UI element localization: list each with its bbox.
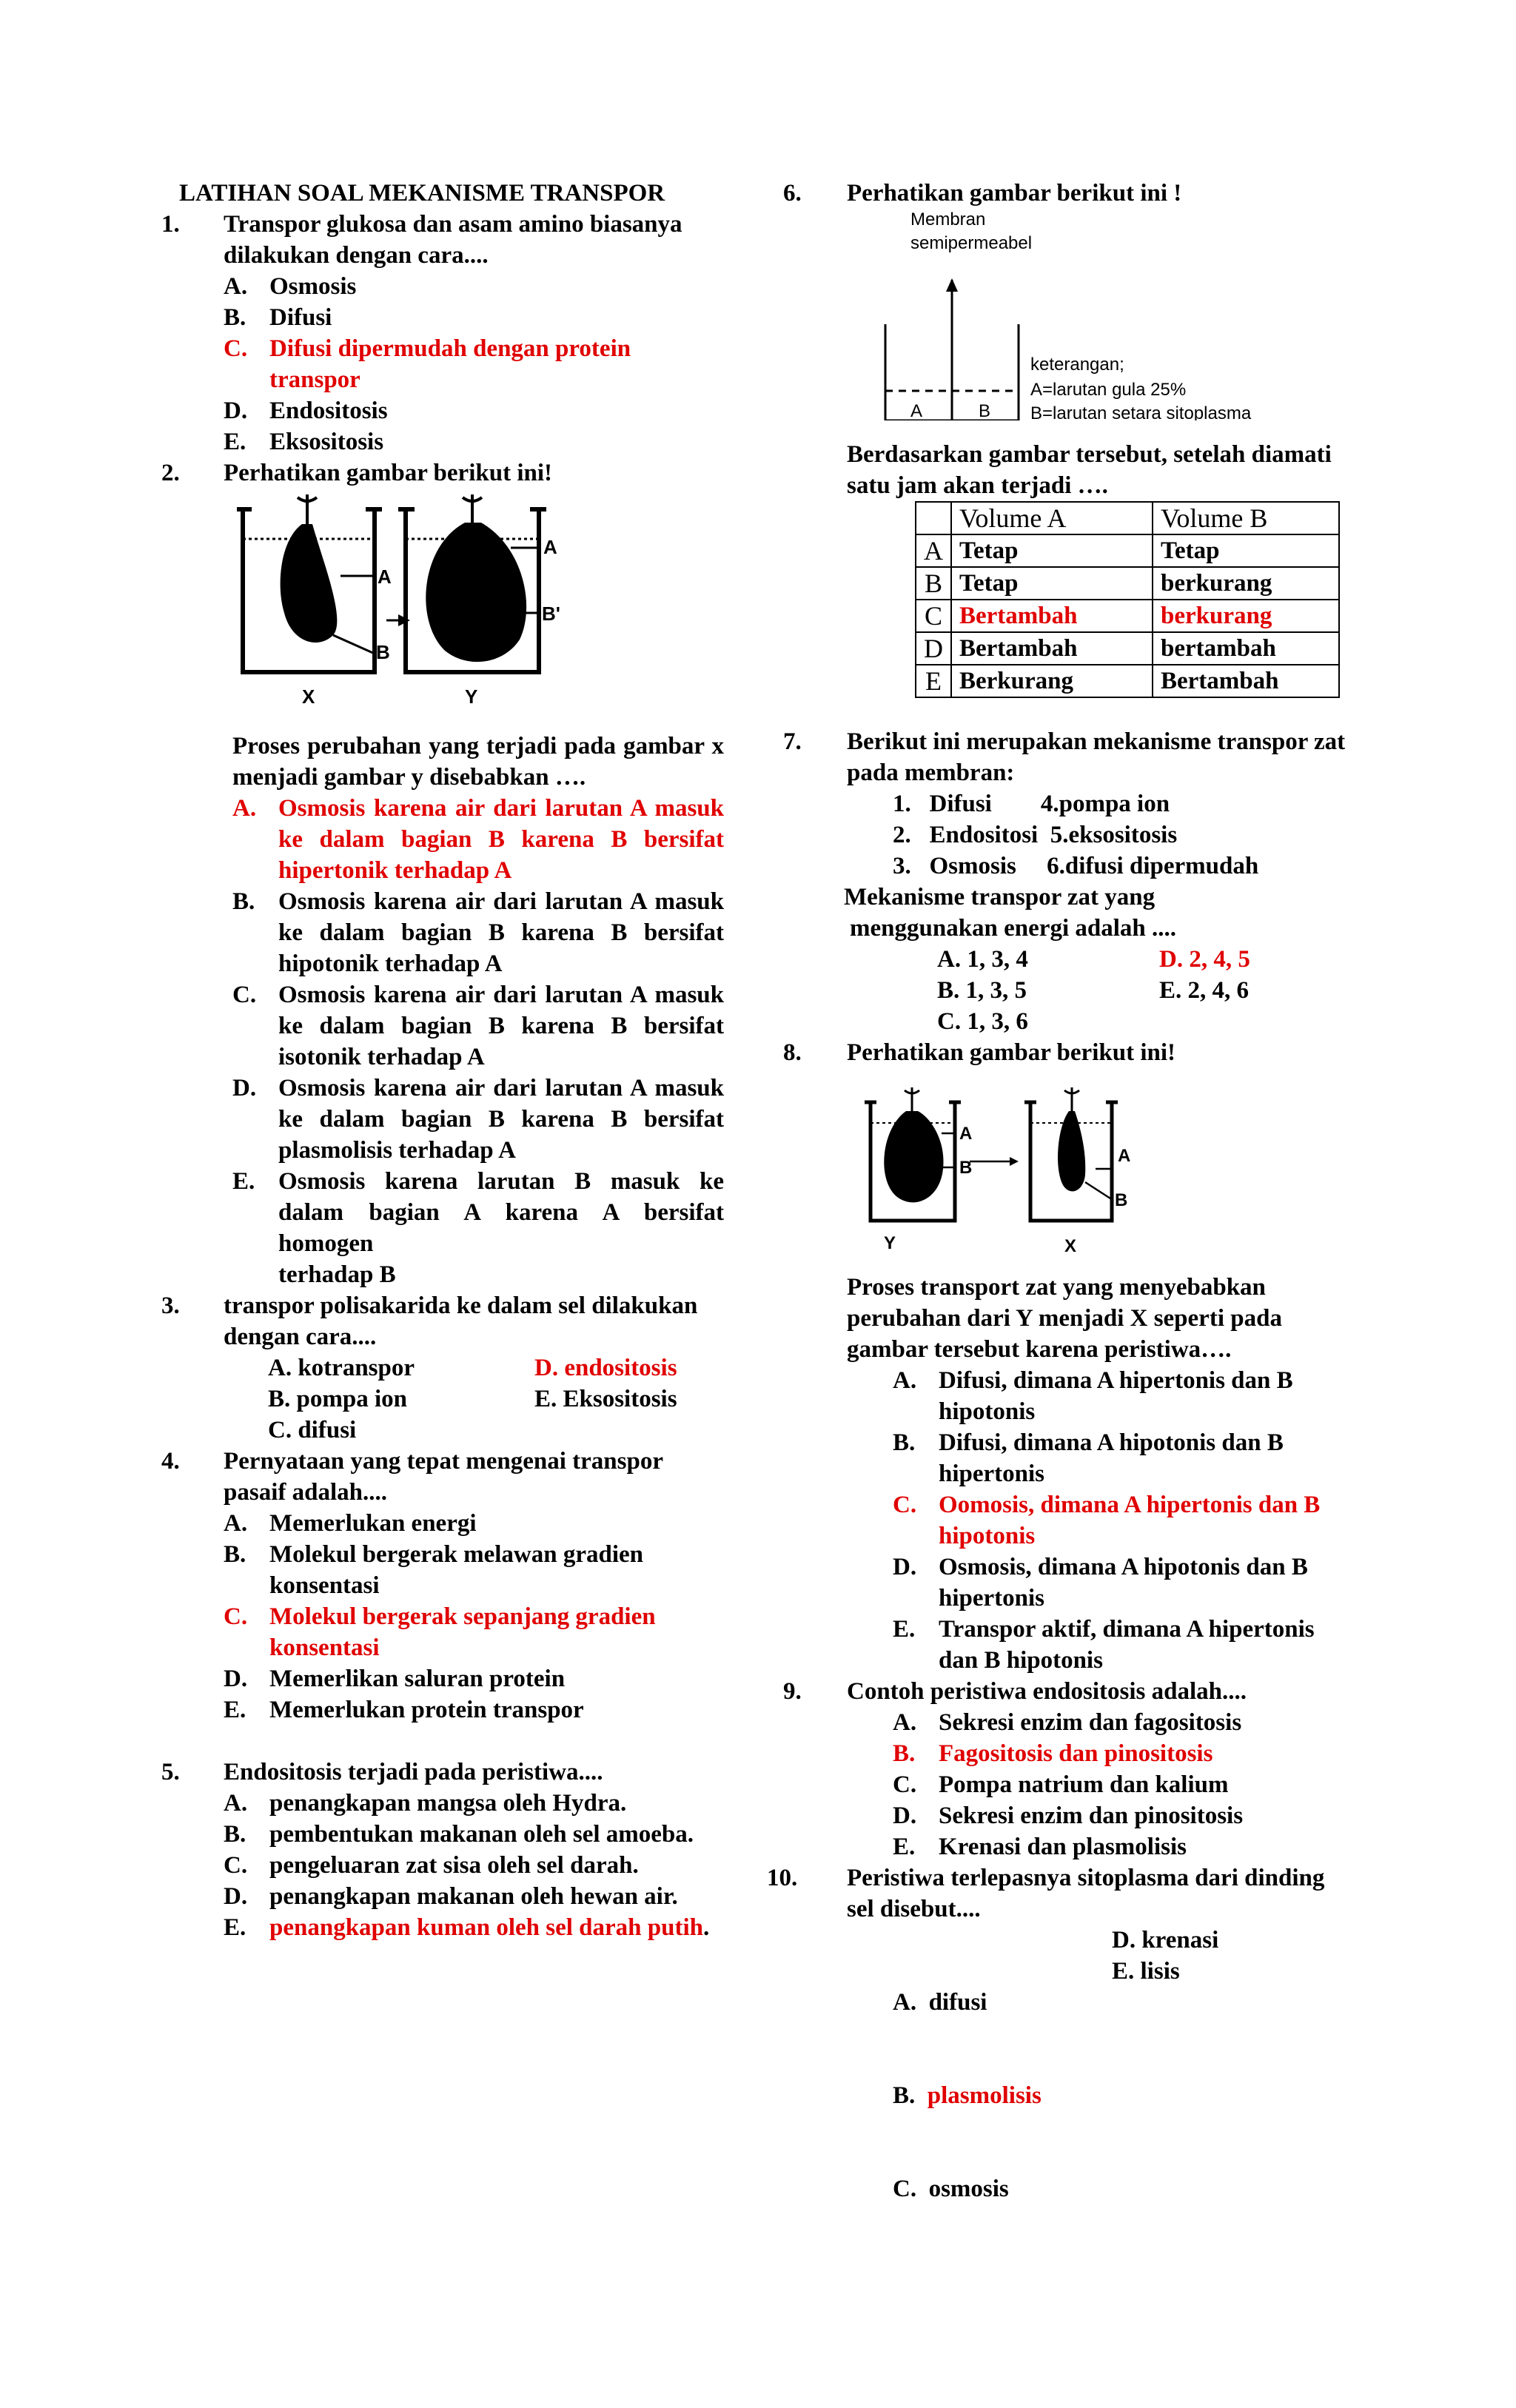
question-1 [161,209,724,271]
option-8e[interactable]: E. Transpor aktif, dimana A hipertonis dan B hipotonis [893,1616,1315,1674]
page-title: LATIHAN SOAL MEKANISME TRANSPOR [179,180,665,207]
q7-item-1: 1. Difusi 4.pompa ion [893,791,1170,817]
beaker-figure-q2 [229,494,724,725]
question-text: Perhatikan gambar berikut ini! [847,1039,1176,1066]
question-number: 6. [783,180,802,207]
option-3a[interactable]: A. kotranspor [268,1355,415,1381]
option-10a[interactable]: A. difusi [893,1989,987,2016]
note-title: keterangan; [1030,355,1124,375]
option-9a[interactable]: A. Sekresi enzim dan fagositosis [893,1709,1242,1736]
table-header-row [916,502,1339,534]
option-7b[interactable]: B. 1, 3, 5 [937,977,1027,1004]
option-1d[interactable]: D. Endositosis [224,398,388,424]
option-7a[interactable]: A. 1, 3, 4 [937,946,1028,973]
figure-label-x: X [302,685,315,708]
option-7e[interactable]: E. 2, 4, 6 [1159,977,1250,1004]
question-number: 9. [783,1678,802,1705]
q7-item-2: 2. Endositosi 5.eksositosis [893,822,1178,848]
option-7c[interactable]: C. 1, 3, 6 [937,1008,1028,1035]
question-text: Contoh peristiwa endositosis adalah.... [847,1678,1247,1705]
question-text: Transpor glukosa dan asam amino biasanya dilakukan dengan cara.... [224,211,682,269]
question-8 [762,1037,1355,1068]
option-5e-answer[interactable]: E. penangkapan kuman oleh sel darah putih. [224,1914,710,1941]
question-8-stem: Proses transport zat yang menyebabkan perubahan dari Y menjadi X seperti pada gambar tersebut karena peristiwa…. [847,1274,1282,1363]
figure-label-x: X [1064,1236,1077,1256]
question-6 [762,178,1355,209]
option-2b[interactable]: B. Osmosis karena air dari larutan A masuk ke dalam bagian B karena B bersifat hipotonik terhadap A [232,888,724,977]
table-row[interactable]: D Bertambah bertambah [916,632,1339,665]
option-8b[interactable]: B. Difusi, dimana A hipotonis dan B hipertonis [893,1429,1284,1487]
question-number: 1. [161,211,180,238]
question-text: Peristiwa terlepasnya sitoplasma dari dinding sel disebut.... [847,1865,1325,1922]
option-2e-continued: terhadap B [278,1261,396,1288]
question-number: 7. [783,728,802,755]
question-number: 5. [161,1759,180,1785]
side-a-label: A [910,401,923,420]
option-4c-answer[interactable]: C. Molekul bergerak sepanjang gradien konsentasi [224,1603,656,1661]
question-9 [762,1676,1355,1707]
note-a: A=larutan gula 25% [1030,380,1187,400]
question-text: Perhatikan gambar berikut ini! [224,460,553,486]
figure-label-y: Y [884,1233,896,1253]
answer-table [915,501,1340,698]
option-5d[interactable]: D. penangkapan makanan oleh hewan air. [224,1883,678,1910]
q7-stem-2: menggunakan energi adalah .... [850,915,1176,942]
q7-item-3: 3. Osmosis 6.difusi dipermudah [893,853,1259,879]
option-7d-answer[interactable]: D. 2, 4, 5 [1159,946,1250,973]
question-2 [161,457,724,489]
question-10-options [893,1925,1355,2267]
option-10b-answer[interactable]: B. plasmolisis [893,2082,1042,2109]
option-8a[interactable]: A. Difusi, dimana A hipertonis dan B hipotonis [893,1367,1293,1425]
header-volume-a: Volume A [951,502,1153,534]
membrane-label-2: semipermeabel [910,233,1033,253]
figure-label-b: B [959,1158,973,1178]
option-1b[interactable]: B. Difusi [224,304,332,331]
question-number: 3. [161,1292,180,1319]
question-number: 10. [767,1865,798,1891]
question-2-stem: Proses perubahan yang terjadi pada gambar x menjadi gambar y disebabkan …. [232,733,724,791]
option-10d[interactable]: D. krenasi [1112,1927,1219,1953]
beaker-figure-q8 [859,1087,1355,1266]
question-text: Pernyataan yang tepat mengenai transpor pasaif adalah.... [224,1448,663,1506]
option-2d[interactable]: D. Osmosis karena air dari larutan A masuk ke dalam bagian B karena B bersifat plasmolisis terhadap A [232,1075,724,1164]
option-3b[interactable]: B. pompa ion [268,1386,407,1412]
question-text: Berikut ini merupakan mekanisme transpor zat pada membran: [847,728,1346,786]
table-row[interactable]: B Tetap berkurang [916,567,1339,600]
membrane-figure-q6 [881,206,1355,429]
option-5a[interactable]: A. penangkapan mangsa oleh Hydra. [224,1790,627,1817]
left-column [161,178,724,1943]
question-10 [762,1862,1355,1925]
question-number: 4. [161,1448,180,1475]
question-number: 8. [783,1039,802,1066]
figure-label-a2: A [1118,1146,1131,1166]
right-column [762,178,1355,2267]
side-b-label: B [979,401,991,420]
question-text: Endositosis terjadi pada peristiwa.... [224,1759,603,1785]
question-3 [161,1290,724,1352]
osmosis-beaker-diagram [229,494,644,717]
osmosis-beaker-diagram-2 [859,1087,1184,1258]
option-9c[interactable]: C. Pompa natrium dan kalium [893,1771,1229,1798]
option-2c[interactable]: C. Osmosis karena air dari larutan A masuk ke dalam bagian B karena B bersifat isotonik terhadap A [232,982,724,1070]
question-text: transpor polisakarida ke dalam sel dilakukan dengan cara.... [224,1292,698,1350]
option-3c[interactable]: C. difusi [268,1417,357,1443]
option-1c-answer[interactable]: C. Difusi dipermudah dengan protein transpor [224,335,631,393]
membrane-label-1: Membran [910,209,986,229]
option-8d[interactable]: D. Osmosis, dimana A hipotonis dan B hipertonis [893,1554,1308,1612]
option-1e[interactable]: E. Eksositosis [224,429,384,455]
figure-label-b2: B [1115,1190,1128,1210]
option-5b[interactable]: B. pembentukan makanan oleh sel amoeba. [224,1821,694,1848]
question-7-options [937,944,1355,1037]
question-4 [161,1446,724,1508]
table-row[interactable]: A Tetap Tetap [916,534,1339,567]
option-5c[interactable]: C. pengeluaran zat sisa oleh sel darah. [224,1852,639,1879]
q7-stem-1: Mekanisme transpor zat yang [844,884,1156,910]
option-2e[interactable]: E. Osmosis karena larutan B masuk ke dalam bagian A karena A bersifat homogen [232,1168,724,1257]
header-volume-b: Volume B [1153,502,1339,534]
question-3-options [268,1352,724,1446]
table-row[interactable]: E Berkurang Bertambah [916,665,1339,697]
option-10e[interactable]: E. lisis [1112,1958,1180,1985]
option-8c-answer[interactable]: C. Oomosis, dimana A hipertonis dan B hipotonis [893,1492,1321,1549]
option-9e[interactable]: E. Krenasi dan plasmolisis [893,1834,1187,1860]
option-4d[interactable]: D. Memerlikan saluran protein [224,1666,566,1692]
option-10c[interactable]: C. osmosis [893,2176,1009,2202]
table-row-answer[interactable]: C Bertambah berkurang [916,600,1339,632]
figure-label-a2: A [543,536,557,558]
option-4b[interactable]: B. Molekul bergerak melawan gradien konsentasi [224,1541,644,1599]
option-1a[interactable]: A. Osmosis [224,273,357,300]
figure-label-b: B [376,641,390,663]
option-3d-answer[interactable]: D. endositosis [534,1355,677,1381]
figure-label-a: A [378,566,392,588]
option-3e[interactable]: E. Eksositosis [534,1386,677,1412]
option-4e[interactable]: E. Memerlukan protein transpor [224,1697,584,1723]
question-5 [161,1757,724,1788]
u-tube-membrane-diagram [881,206,1295,420]
note-b: B=larutan setara sitoplasma [1030,403,1252,420]
question-text: Perhatikan gambar berikut ini ! [847,180,1182,207]
figure-label-b-prime: B' [542,603,560,625]
option-4a[interactable]: A. Memerlukan energi [224,1510,477,1537]
spacer [161,1725,724,1757]
option-9b-answer[interactable]: B. Fagositosis dan pinositosis [893,1740,1213,1767]
question-6-stem: Berdasarkan gambar tersebut, setelah diamati satu jam akan terjadi …. [847,441,1332,499]
question-7 [762,726,1355,788]
option-2a-answer[interactable]: A. Osmosis karena air dari larutan A masuk ke dalam bagian B karena B bersifat hipertonik terhadap A [232,795,724,884]
option-9d[interactable]: D. Sekresi enzim dan pinositosis [893,1802,1244,1829]
figure-label-y: Y [465,685,478,708]
question-number: 2. [161,460,180,486]
figure-label-a: A [959,1124,973,1144]
